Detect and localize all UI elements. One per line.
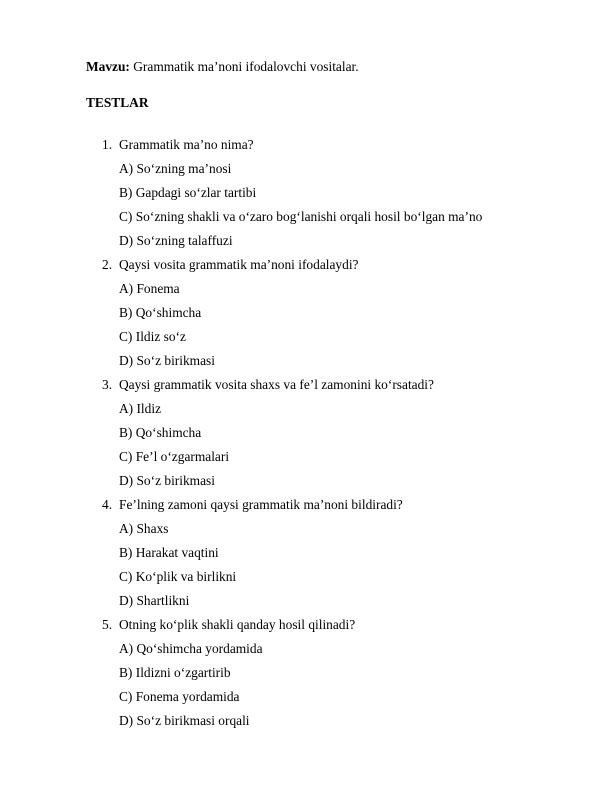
option-text: D) Shartlikni	[119, 593, 190, 608]
question-4-option-b	[0, 544, 612, 568]
question-4-option-c	[0, 568, 612, 592]
question-list	[0, 136, 612, 736]
question-number: 4.	[102, 497, 113, 512]
question-1-option-d	[0, 232, 612, 256]
option-text: D) So‘zning talaffuzi	[119, 233, 233, 248]
question-5	[0, 616, 612, 640]
question-4	[0, 496, 612, 520]
option-text: D) So‘z birikmasi	[119, 473, 215, 488]
option-text: A) Fonema	[119, 281, 180, 296]
question-2	[0, 256, 612, 280]
question-1-option-c	[0, 208, 612, 232]
question-5-option-a	[0, 640, 612, 664]
option-text: C) So‘zning shakli va o‘zaro bog‘lanishi orqali hosil bo‘lgan ma’no	[119, 209, 483, 224]
option-text: B) Harakat vaqtini	[119, 545, 219, 560]
question-number: 3.	[102, 377, 113, 392]
question-2-option-d	[0, 352, 612, 376]
question-1-option-a	[0, 160, 612, 184]
topic-line	[86, 58, 359, 76]
option-text: A) So‘zning ma’nosi	[119, 161, 232, 176]
option-text: B) Qo‘shimcha	[119, 425, 202, 440]
section-title: TESTLAR	[86, 95, 149, 110]
question-text: Qaysi vosita grammatik ma’noni ifodalaydi?	[119, 257, 359, 272]
question-5-option-d	[0, 712, 612, 736]
question-1-option-b	[0, 184, 612, 208]
question-text: Qaysi grammatik vosita shaxs va fe’l zamonini ko‘rsatadi?	[119, 377, 434, 392]
question-number: 5.	[102, 617, 113, 632]
option-text: C) Ko‘plik va birlikni	[119, 569, 237, 584]
question-number: 1.	[102, 137, 113, 152]
question-3-option-d	[0, 472, 612, 496]
question-3-option-c	[0, 448, 612, 472]
question-text: Fe’lning zamoni qaysi grammatik ma’noni bildiradi?	[119, 497, 403, 512]
option-text: A) Ildiz	[119, 401, 162, 416]
option-text: A) Shaxs	[119, 521, 169, 536]
question-3-option-a	[0, 400, 612, 424]
option-text: B) Ildizni o‘zgartirib	[119, 665, 231, 680]
option-text: D) So‘z birikmasi orqali	[119, 713, 250, 728]
topic-label: Mavzu:	[86, 59, 130, 74]
option-text: D) So‘z birikmasi	[119, 353, 215, 368]
option-text: C) Ildiz so‘z	[119, 329, 186, 344]
question-2-option-a	[0, 280, 612, 304]
question-text: Grammatik ma’no nima?	[119, 137, 254, 152]
option-text: B) Gapdagi so‘zlar tartibi	[119, 185, 257, 200]
question-4-option-d	[0, 592, 612, 616]
question-number: 2.	[102, 257, 113, 272]
option-text: B) Qo‘shimcha	[119, 305, 202, 320]
question-text: Otning ko‘plik shakli qanday hosil qilinadi?	[119, 617, 356, 632]
question-2-option-b	[0, 304, 612, 328]
question-4-option-a	[0, 520, 612, 544]
option-text: C) Fe’l o‘zgarmalari	[119, 449, 230, 464]
question-3-option-b	[0, 424, 612, 448]
question-5-option-b	[0, 664, 612, 688]
option-text: A) Qo‘shimcha yordamida	[119, 641, 263, 656]
question-3	[0, 376, 612, 400]
question-1	[0, 136, 612, 160]
option-text: C) Fonema yordamida	[119, 689, 240, 704]
topic-text: Grammatik ma’noni ifodalovchi vositalar.	[133, 59, 359, 74]
question-2-option-c	[0, 328, 612, 352]
question-5-option-c	[0, 688, 612, 712]
